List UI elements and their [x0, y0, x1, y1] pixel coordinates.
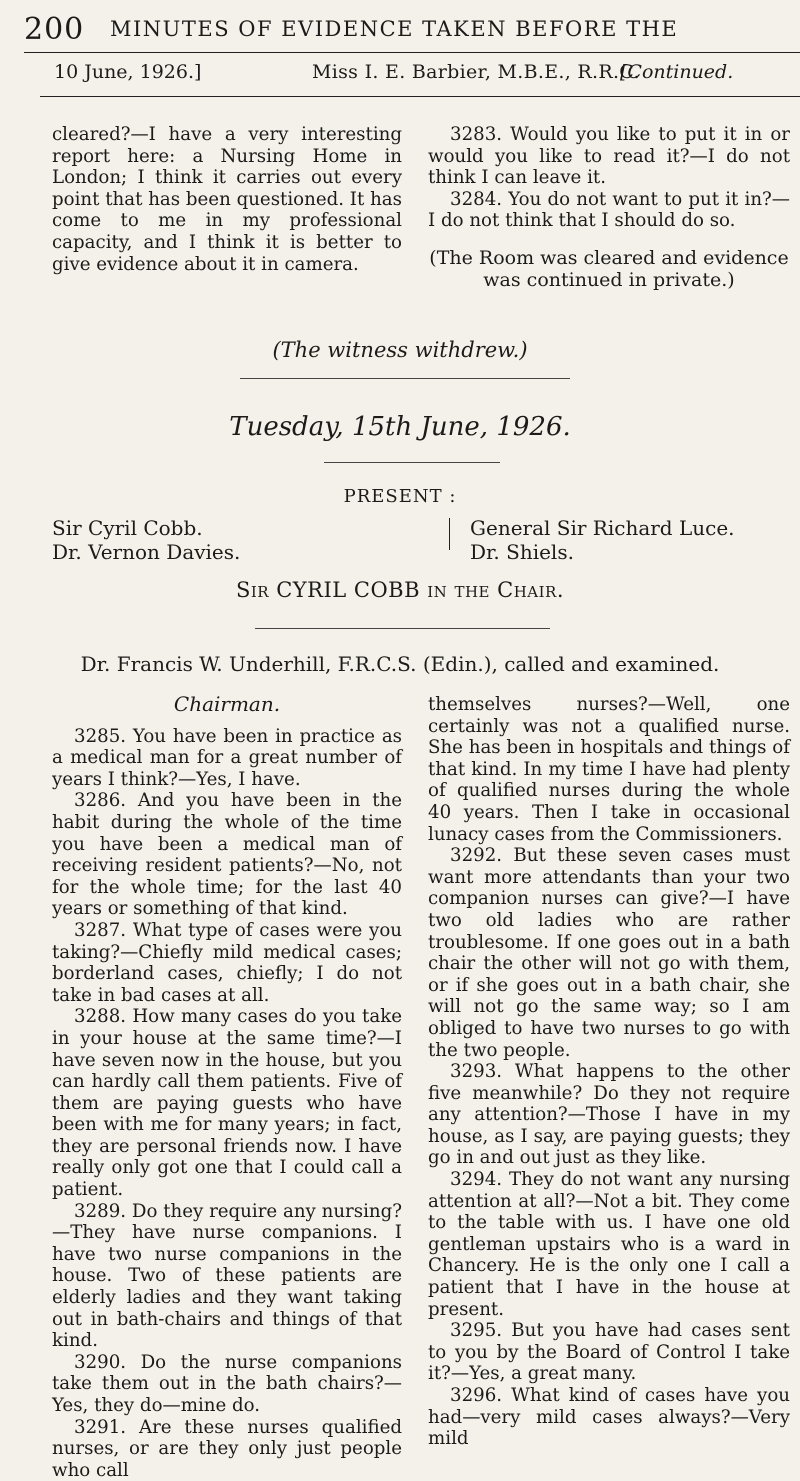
chairman-heading: Chairman.: [173, 692, 281, 716]
answer-3291-continued: themselves nurses?—Well, one certainly was not a qualified nurse. She has been in hospitals and things of that kind. In my time I have had plenty of qualified nurses during the whole 40 years. Then I take in occasional lunacy cases from the Commissioners.: [428, 694, 790, 845]
date-rule: [324, 462, 500, 463]
top-right-column: [428, 124, 790, 291]
header-rule: [24, 52, 800, 53]
chair-line: Sir CYRIL COBB in the Chair.: [235, 578, 565, 602]
header-witness: Miss I. E. Barbier, M.B.E., R.R.C.: [312, 61, 640, 83]
question-3288: 3288. How many cases do you take in your house at the same time?—I have seven now in the house, but you can hardly call them patients. Five of them are paying guests who have been with me for many years; in fact, they are personal friends now. I have really only got one that I could call a patient.: [52, 1006, 402, 1201]
session-date: Tuesday, 15th June, 1926.: [229, 412, 571, 442]
present-member: Dr. Vernon Davies.: [52, 540, 241, 564]
question-3295: 3295. But you have had cases sent to you by the Board of Control I take it?—Yes, a great many.: [428, 1320, 790, 1385]
question-3289: 3289. Do they require any nursing?—They have nurse companions. I have two nurse companions in the house. Two of these patients are elderly ladies and they want taking out in bath-chairs and things of that kind.: [52, 1200, 402, 1352]
continued-answer: cleared?—I have a very interesting report here: a Nursing Home in London; I think it carries out every point that has been questioned. It has come to me in my professional capacity, and I think it is better to give evidence about it in camera.: [52, 124, 402, 275]
chair-rule: [255, 628, 550, 629]
question-3285: 3285. You have been in practice as a medical man for a great number of years I think?—Yes, I have.: [52, 725, 402, 790]
present-member: Dr. Shiels.: [470, 540, 574, 564]
present-member: General Sir Richard Luce.: [470, 516, 735, 540]
page-number: 200: [24, 12, 85, 47]
section-rule: [240, 378, 570, 379]
subheader-rule: [40, 96, 800, 97]
header-date: 10 June, 1926.]: [54, 61, 202, 83]
question-3294: 3294. They do not want any nursing attention at all?—Not a bit. They come to the table with us. I have one old gentleman upstairs who is a ward in Chancery. He is the only one I call a patient that I have in the house at present.: [428, 1169, 790, 1320]
witness-called-line: Dr. Francis W. Underhill, F.R.C.S. (Edin.), called and examined.: [80, 652, 720, 676]
question-3291: 3291. Are these nurses qualified nurses, or are they only just people who call: [52, 1416, 402, 1481]
room-cleared-note: (The Room was cleared and evidence was continued in private.): [429, 246, 789, 291]
present-member: Sir Cyril Cobb.: [52, 516, 203, 540]
question-3287: 3287. What type of cases were you taking?—Chiefly mild medical cases; borderland cases, chiefly; I do not take in bad cases at all.: [52, 919, 402, 1006]
question-3293: 3293. What happens to the other five meanwhile? Do they not require any attention?—Those I have in my house, as I say, are paying guests; they go in and out just as they like.: [428, 1061, 790, 1169]
header-continued: [Continued.: [620, 61, 734, 83]
question-3296: 3296. What kind of cases have you had—very mild cases always?—Very mild: [428, 1385, 790, 1450]
running-title: MINUTES OF EVIDENCE TAKEN BEFORE THE: [110, 17, 679, 41]
present-label: PRESENT :: [343, 486, 457, 507]
question-3290: 3290. Do the nurse companions take them out in the bath chairs?—Yes, they do—mine do.: [52, 1351, 402, 1416]
question-3292: 3292. But these seven cases must want more attendants than your two companion nurses can give?—I have two old ladies who are rather troublesome. If one goes out in a bath chair the other will not go with them, or if she goes out in a bath chair, she will not go the same way; so I am obliged to have two nurses to go with the two people.: [428, 845, 790, 1061]
witness-withdrew: (The witness withdrew.): [272, 338, 528, 362]
question-3284: 3284. You do not want to put it in?—I do not think that I should do so.: [428, 188, 790, 232]
question-3283: 3283. Would you like to put it in or would you like to read it?—I do not think I can leave it.: [428, 124, 790, 189]
right-column: [428, 694, 790, 1450]
present-right-list: [470, 516, 735, 564]
present-divider: [449, 518, 450, 550]
present-left-list: [52, 516, 240, 564]
left-column: [52, 694, 402, 1481]
question-3286: 3286. And you have been in the habit during the whole of the time you have been a medical man of receiving resident patients?—No, not for the whole time; for the last 40 years or something of that kind.: [52, 790, 402, 920]
top-left-column: [52, 124, 402, 275]
